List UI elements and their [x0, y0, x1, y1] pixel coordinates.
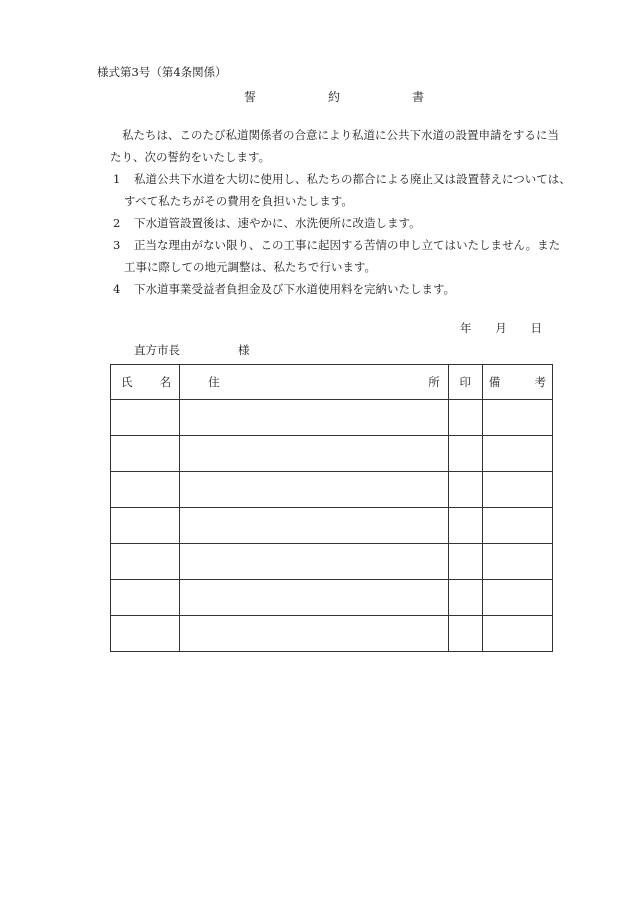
title-char-2: 約	[327, 90, 340, 104]
signatory-table	[110, 364, 553, 652]
remarks-cell[interactable]	[482, 580, 552, 616]
seal-cell[interactable]	[448, 436, 482, 472]
document-title	[244, 88, 424, 105]
form-number-label: 様式第3号（第4条関係）	[97, 65, 227, 79]
pledge-item-text: 下水道事業受益者負担金及び下水道使用料を完納いたします。	[134, 282, 456, 296]
date-day-label: 日	[530, 321, 542, 335]
remarks-cell[interactable]	[482, 436, 552, 472]
remarks-cell[interactable]	[482, 508, 552, 544]
intro-line-2: たり、次の誓約をいたします。	[110, 150, 271, 164]
pledge-body	[110, 124, 580, 300]
remarks-cell[interactable]	[482, 616, 552, 652]
seal-cell[interactable]	[448, 616, 482, 652]
header-address: 住 所	[180, 365, 449, 400]
table-row	[111, 580, 553, 616]
pledge-item-continuation: 工事に際しての地元調整は、私たちで行います。	[124, 260, 376, 274]
name-cell[interactable]	[111, 508, 180, 544]
date-month-label: 月	[495, 321, 507, 335]
name-cell[interactable]	[111, 580, 180, 616]
address-cell[interactable]	[180, 580, 449, 616]
pledge-item-1	[110, 168, 580, 190]
address-cell[interactable]	[180, 400, 449, 436]
name-cell[interactable]	[111, 400, 180, 436]
pledge-item-3	[110, 234, 580, 256]
name-cell[interactable]	[111, 472, 180, 508]
header-remarks: 備 考	[482, 365, 552, 400]
name-cell[interactable]	[111, 544, 180, 580]
seal-cell[interactable]	[448, 544, 482, 580]
intro-line-1: 私たちは、このたび私道関係者の合意により私道に公共下水道の設置申請をするに当	[122, 128, 559, 142]
table-row	[111, 616, 553, 652]
pledge-item-number: 4	[113, 282, 121, 296]
header-seal: 印	[448, 365, 482, 400]
seal-cell[interactable]	[448, 472, 482, 508]
table-row	[111, 472, 553, 508]
date-line	[460, 320, 542, 336]
name-cell[interactable]	[111, 436, 180, 472]
table-row	[111, 544, 553, 580]
header-name: 氏 名	[111, 365, 180, 400]
addressee-name: 直方市長	[134, 343, 180, 357]
title-char-1: 誓	[244, 90, 257, 104]
table-row	[111, 436, 553, 472]
title-char-3: 書	[411, 90, 424, 104]
signatory-table-header	[111, 365, 553, 400]
address-cell[interactable]	[180, 616, 449, 652]
signatory-table-body	[111, 400, 553, 652]
pledge-item-4	[110, 278, 580, 300]
address-cell[interactable]	[180, 436, 449, 472]
table-row	[111, 400, 553, 436]
pledge-item-2	[110, 212, 580, 234]
table-row	[111, 508, 553, 544]
addressee-line	[134, 342, 250, 358]
remarks-cell[interactable]	[482, 400, 552, 436]
remarks-cell[interactable]	[482, 544, 552, 580]
date-year-label: 年	[460, 321, 472, 335]
seal-cell[interactable]	[448, 508, 482, 544]
address-cell[interactable]	[180, 508, 449, 544]
address-cell[interactable]	[180, 472, 449, 508]
pledge-item-number: 3	[113, 238, 121, 252]
address-cell[interactable]	[180, 544, 449, 580]
pledge-item-text: 正当な理由がない限り、この工事に起因する苦情の申し立てはいたしません。また	[134, 238, 561, 252]
pledge-item-text: 私道公共下水道を大切に使用し、私たちの都合による廃止又は設置替えについては、	[134, 172, 571, 186]
name-cell[interactable]	[111, 616, 180, 652]
pledge-item-number: 1	[113, 172, 121, 186]
seal-cell[interactable]	[448, 580, 482, 616]
remarks-cell[interactable]	[482, 472, 552, 508]
seal-cell[interactable]	[448, 400, 482, 436]
pledge-item-number: 2	[113, 216, 121, 230]
pledge-item-continuation: すべて私たちがその費用を負担いたします。	[124, 194, 353, 208]
addressee-honorific: 様	[238, 343, 250, 357]
pledge-item-text: 下水道管設置後は、速やかに、水洗便所に改造します。	[134, 216, 421, 230]
